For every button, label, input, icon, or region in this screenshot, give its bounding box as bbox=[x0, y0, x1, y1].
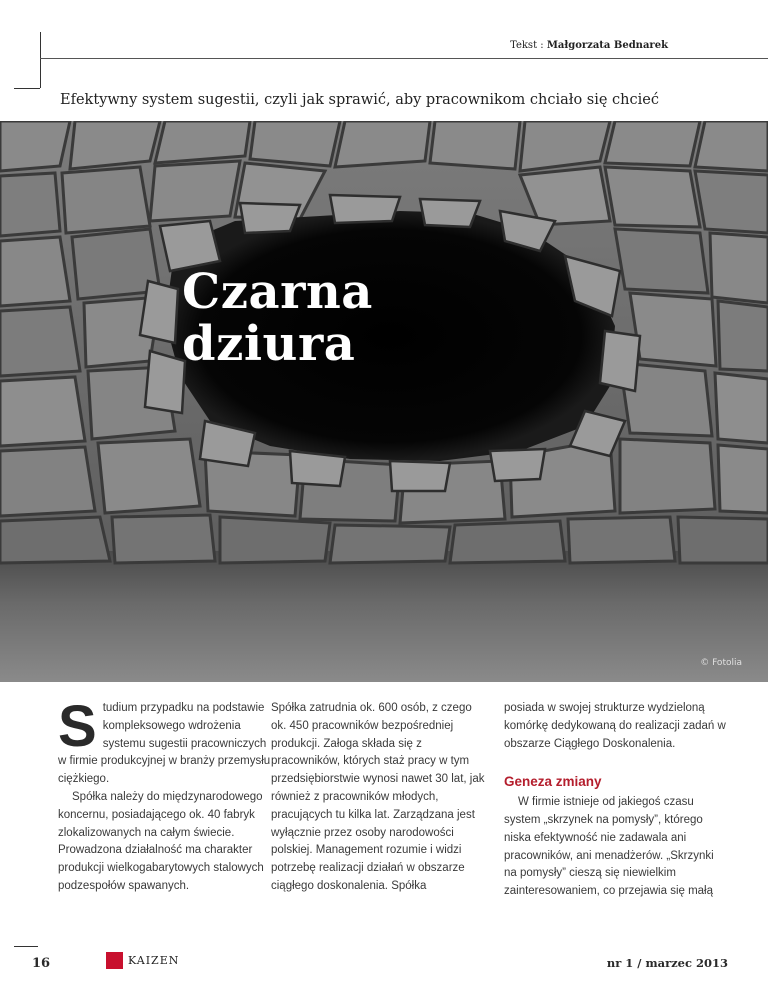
issue-label: nr 1 / marzec 2013 bbox=[606, 956, 728, 970]
byline-prefix: Tekst : bbox=[510, 40, 547, 51]
hero-image bbox=[0, 121, 768, 682]
article-subtitle: Efektywny system sugestii, czyli jak sprawić, aby pracownikom chciało się chcieć bbox=[60, 92, 659, 108]
text-column-3 bbox=[504, 700, 726, 901]
text-column-1 bbox=[58, 694, 274, 896]
crop-mark-bottom bbox=[14, 946, 38, 947]
paragraph: W firmie istnieje od jakiegoś czasu system „skrzynek na pomysły”, którego niska efektywność nie zadawala ani pracowników, ani menadżerów. „Skrzynki na pomysły” cieszą się niewielkim zainteresowaniem, co przejawia się małą bbox=[504, 796, 714, 898]
byline-author: Małgorzata Bednarek bbox=[546, 40, 668, 51]
photo-credit: © Fotolia bbox=[700, 658, 742, 668]
crop-mark-horizontal bbox=[14, 88, 40, 89]
header-rule bbox=[40, 58, 768, 59]
crop-mark-vertical bbox=[40, 32, 41, 88]
dropcap: S bbox=[58, 694, 97, 759]
page-number: 16 bbox=[32, 956, 51, 971]
byline bbox=[510, 40, 668, 51]
paragraph: posiada w swojej strukturze wydzieloną komórkę dedykowaną do realizacji zadań w obszarze Ciągłego Doskonalenia. bbox=[504, 702, 726, 750]
section-heading: Geneza zmiany bbox=[504, 774, 602, 790]
kaizen-logo bbox=[106, 952, 179, 969]
paragraph: Spółka należy do międzynarodowego koncernu, posiadającego ok. 40 fabryk zlokalizowanych na całym świecie. Prowadzona działalność ma charakter produkcji wielkogabarytowych stalowych podzespołów spawanych. bbox=[58, 790, 264, 892]
kaizen-logo-icon bbox=[106, 952, 123, 969]
paragraph: Spółka zatrudnia ok. 600 osób, z czego ok. 450 pracowników bezpośredniej produkcji. Załoga składa się z pracowników, których staż pracy w tym przedsiębiorstwie wynosi nawet 30 lat, jak również z pracowników młodych, pracujących tu kilka lat. Zarządzana jest wyłącznie przez osoby narodowości polskiej. Management rozumie i widzi potrzebę realizacji działań w obszarze ciągłego doskonalenia. Spółka bbox=[271, 702, 485, 892]
text-column-2 bbox=[271, 700, 489, 896]
logo-text: KAIZEN bbox=[128, 954, 180, 967]
paragraph: tudium przypadku na podstawie kompleksowego wdrożenia systemu sugestii pracowniczych w firmie produkcyjnej w branży przemysłu ciężkiego. bbox=[58, 702, 271, 786]
broken-wall-illustration bbox=[0, 121, 768, 682]
article-title: Czarna dziura bbox=[182, 264, 373, 372]
